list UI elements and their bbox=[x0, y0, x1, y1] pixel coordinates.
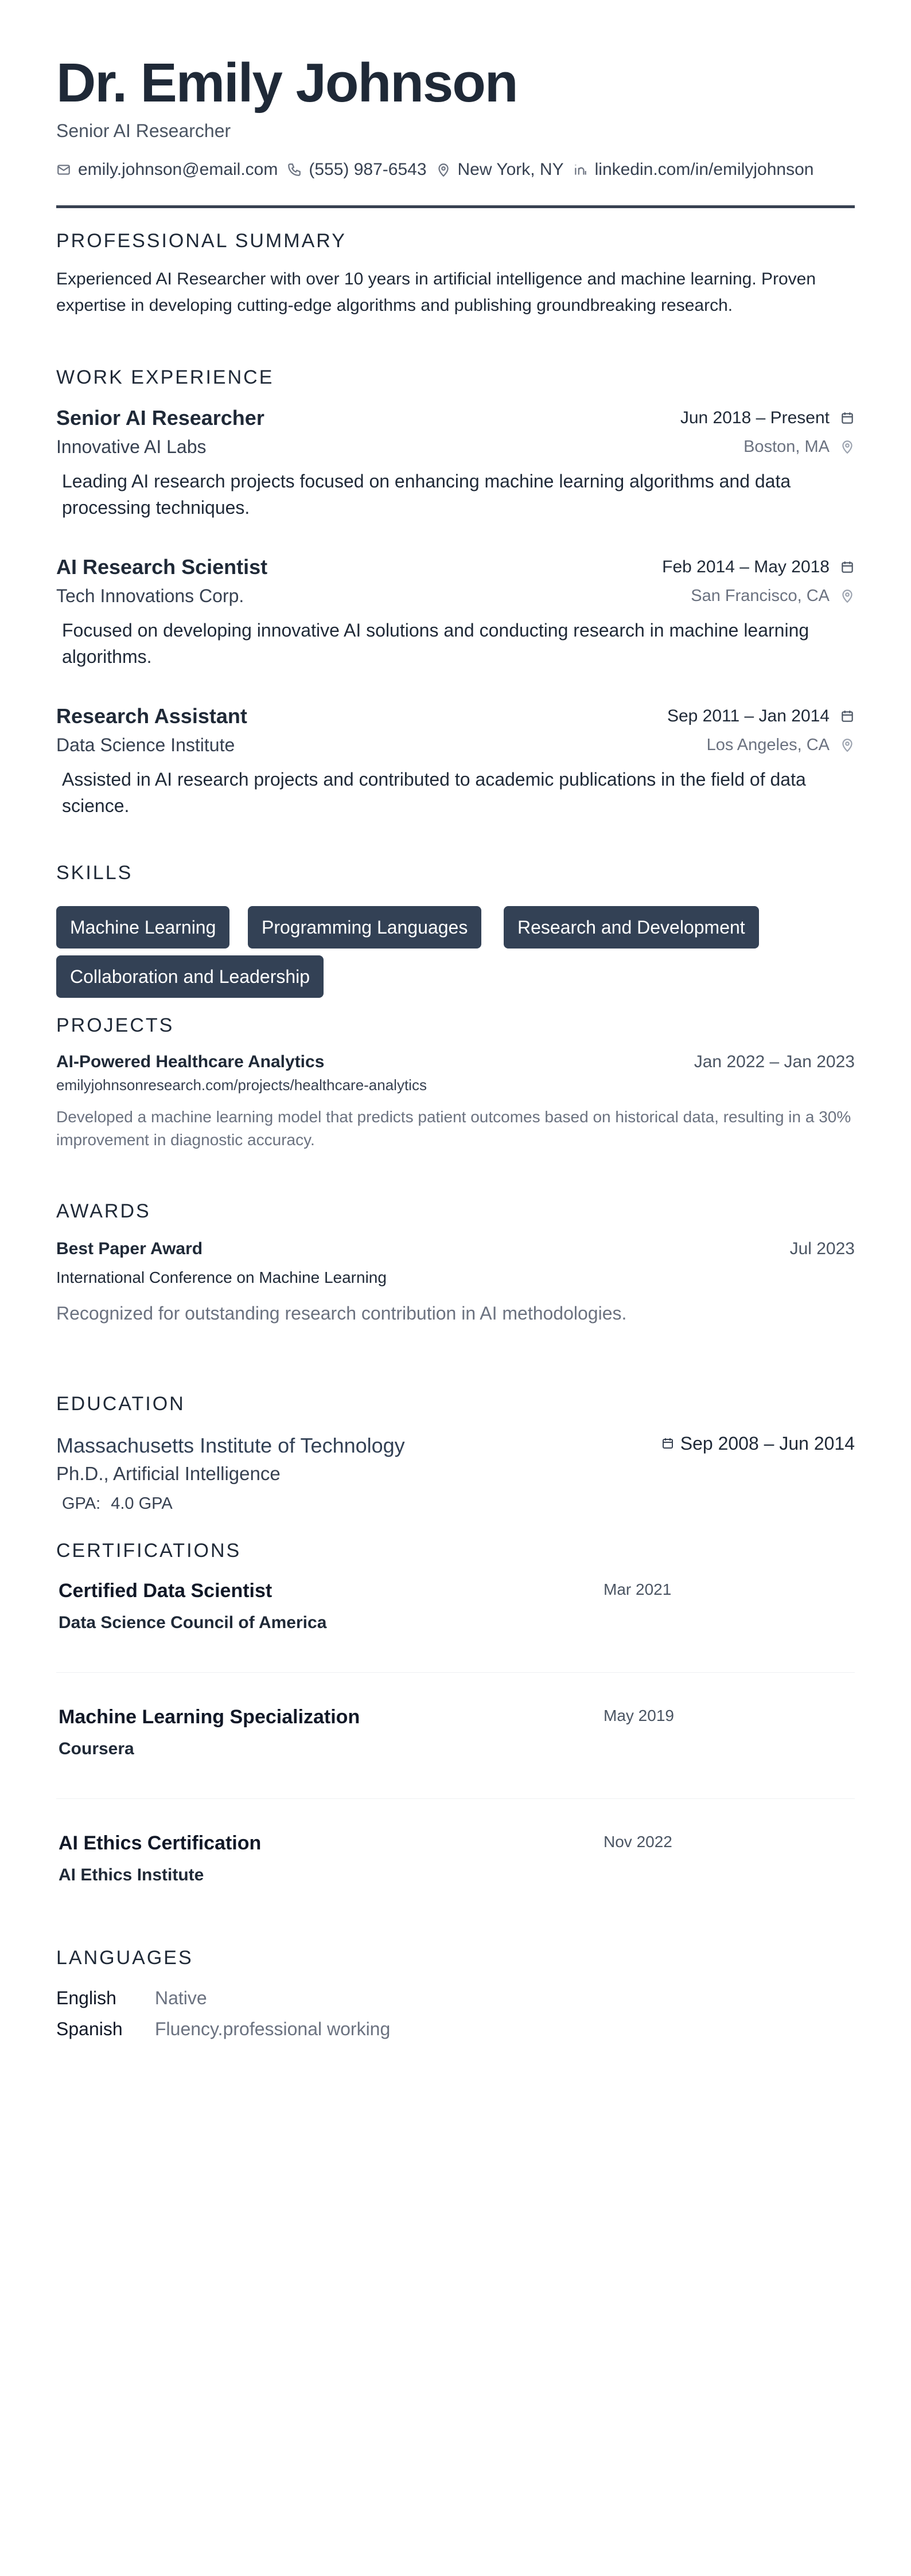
contact-email-text: emily.johnson@email.com bbox=[78, 160, 278, 179]
map-pin-icon bbox=[436, 162, 451, 177]
gpa-label: GPA: bbox=[62, 1494, 101, 1513]
contact-linkedin-text: linkedin.com/in/emilyjohnson bbox=[594, 160, 814, 179]
linkedin-icon bbox=[573, 162, 588, 177]
certification-divider bbox=[56, 1798, 855, 1799]
award-description: Recognized for outstanding research contribution in AI methodologies. bbox=[56, 1303, 627, 1324]
job-role: AI Research Scientist bbox=[56, 555, 268, 579]
award-name: Best Paper Award bbox=[56, 1239, 203, 1258]
job-dates-text: Sep 2011 – Jan 2014 bbox=[667, 707, 830, 725]
candidate-title: Senior AI Researcher bbox=[56, 120, 231, 141]
job-company: Innovative AI Labs bbox=[56, 436, 207, 457]
job-location-text: Los Angeles, CA bbox=[706, 736, 830, 754]
job-location bbox=[743, 435, 855, 459]
section-title-awards: AWARDS bbox=[56, 1200, 151, 1222]
calendar-icon bbox=[661, 1437, 675, 1450]
section-title-languages: LANGUAGES bbox=[56, 1947, 193, 1969]
contact-phone[interactable] bbox=[287, 158, 426, 181]
section-title-experience: WORK EXPERIENCE bbox=[56, 366, 274, 388]
job-dates-text: Feb 2014 – May 2018 bbox=[662, 557, 830, 576]
skill-chip: Research and Development bbox=[504, 906, 759, 949]
map-pin-icon bbox=[840, 737, 855, 752]
candidate-name: Dr. Emily Johnson bbox=[56, 52, 517, 114]
experience-item bbox=[56, 554, 855, 680]
calendar-icon bbox=[840, 560, 855, 575]
project-dates: Jan 2022 – Jan 2023 bbox=[694, 1052, 855, 1071]
contact-email[interactable] bbox=[56, 158, 278, 181]
job-description: Assisted in AI research projects and contributed to academic publications in the field of data science. bbox=[62, 769, 806, 816]
job-dates bbox=[662, 554, 855, 580]
award-date: Jul 2023 bbox=[789, 1239, 855, 1258]
language-name: Spanish bbox=[56, 2019, 123, 2039]
summary-text: Experienced AI Researcher with over 10 years in artificial intelligence and machine learning. Proven expertise in developing cutting-edge algorithms and publishing groundbreaking research. bbox=[56, 270, 816, 315]
job-role: Senior AI Researcher bbox=[56, 406, 264, 430]
phone-icon bbox=[287, 162, 302, 177]
experience-item bbox=[56, 703, 855, 829]
language-row bbox=[56, 2016, 855, 2042]
skill-chip: Programming Languages bbox=[248, 906, 481, 949]
section-title-skills: SKILLS bbox=[56, 862, 133, 884]
certification-divider bbox=[56, 1672, 855, 1673]
certification-name: Certified Data Scientist bbox=[59, 1580, 272, 1602]
certification-date: Mar 2021 bbox=[604, 1580, 672, 1598]
section-title-projects: PROJECTS bbox=[56, 1014, 174, 1036]
job-description: Leading AI research projects focused on enhancing machine learning algorithms and data processing techniques. bbox=[62, 471, 791, 518]
contact-location-text: New York, NY bbox=[457, 160, 564, 179]
certification-name: Machine Learning Specialization bbox=[59, 1706, 360, 1728]
section-title-summary: PROFESSIONAL SUMMARY bbox=[56, 230, 347, 252]
job-dates-text: Jun 2018 – Present bbox=[680, 408, 830, 427]
education-dates-text: Sep 2008 – Jun 2014 bbox=[680, 1433, 855, 1454]
job-description: Focused on developing innovative AI solutions and conducting research in machine learning algorithms. bbox=[62, 620, 809, 667]
calendar-icon bbox=[840, 411, 855, 426]
section-title-certifications: CERTIFICATIONS bbox=[56, 1540, 242, 1562]
language-name: English bbox=[56, 1988, 116, 2008]
certification-date: May 2019 bbox=[604, 1707, 674, 1724]
certification-name: AI Ethics Certification bbox=[59, 1832, 262, 1854]
map-pin-icon bbox=[840, 588, 855, 603]
certification-item bbox=[56, 1830, 855, 1894]
job-dates bbox=[680, 405, 855, 431]
calendar-icon bbox=[840, 709, 855, 724]
skill-chip: Machine Learning bbox=[56, 906, 229, 949]
education-gpa bbox=[62, 1492, 173, 1515]
job-location-text: Boston, MA bbox=[743, 438, 830, 456]
map-pin-icon bbox=[840, 439, 855, 454]
certification-issuer: Coursera bbox=[59, 1739, 134, 1758]
language-row bbox=[56, 1985, 855, 2011]
job-company: Data Science Institute bbox=[56, 735, 235, 755]
language-level: Fluency.professional working bbox=[155, 2019, 391, 2039]
job-role: Research Assistant bbox=[56, 704, 247, 728]
job-location bbox=[691, 584, 855, 608]
header-divider bbox=[56, 205, 855, 208]
mail-icon bbox=[56, 162, 71, 177]
certification-date: Nov 2022 bbox=[604, 1833, 672, 1851]
certification-issuer: Data Science Council of America bbox=[59, 1613, 327, 1632]
project-link[interactable]: emilyjohnsonresearch.com/projects/healthcare-analytics bbox=[56, 1076, 427, 1094]
project-description: Developed a machine learning model that predicts patient outcomes based on historical data, resulting in a 30% improvement in diagnostic accuracy. bbox=[56, 1108, 851, 1149]
experience-item bbox=[56, 405, 855, 531]
job-location bbox=[707, 733, 855, 757]
contact-linkedin[interactable] bbox=[573, 158, 814, 181]
certification-issuer: AI Ethics Institute bbox=[59, 1865, 204, 1884]
education-degree: Ph.D., Artificial Intelligence bbox=[56, 1463, 281, 1484]
job-dates bbox=[667, 703, 855, 729]
contact-location bbox=[436, 158, 564, 181]
contact-phone-text: (555) 987-6543 bbox=[309, 160, 427, 179]
section-title-education: EDUCATION bbox=[56, 1393, 185, 1415]
certification-item bbox=[56, 1704, 855, 1767]
gpa-value: 4.0 GPA bbox=[111, 1494, 173, 1513]
contact-row bbox=[56, 158, 855, 181]
project-name: AI-Powered Healthcare Analytics bbox=[56, 1052, 325, 1071]
job-company: Tech Innovations Corp. bbox=[56, 586, 244, 606]
job-location-text: San Francisco, CA bbox=[691, 587, 830, 605]
language-level: Native bbox=[155, 1988, 207, 2008]
education-dates bbox=[661, 1430, 855, 1457]
award-issuer: International Conference on Machine Learning bbox=[56, 1269, 387, 1286]
certification-item bbox=[56, 1578, 855, 1641]
skill-chip: Collaboration and Leadership bbox=[56, 955, 324, 998]
education-school: Massachusetts Institute of Technology bbox=[56, 1434, 405, 1457]
